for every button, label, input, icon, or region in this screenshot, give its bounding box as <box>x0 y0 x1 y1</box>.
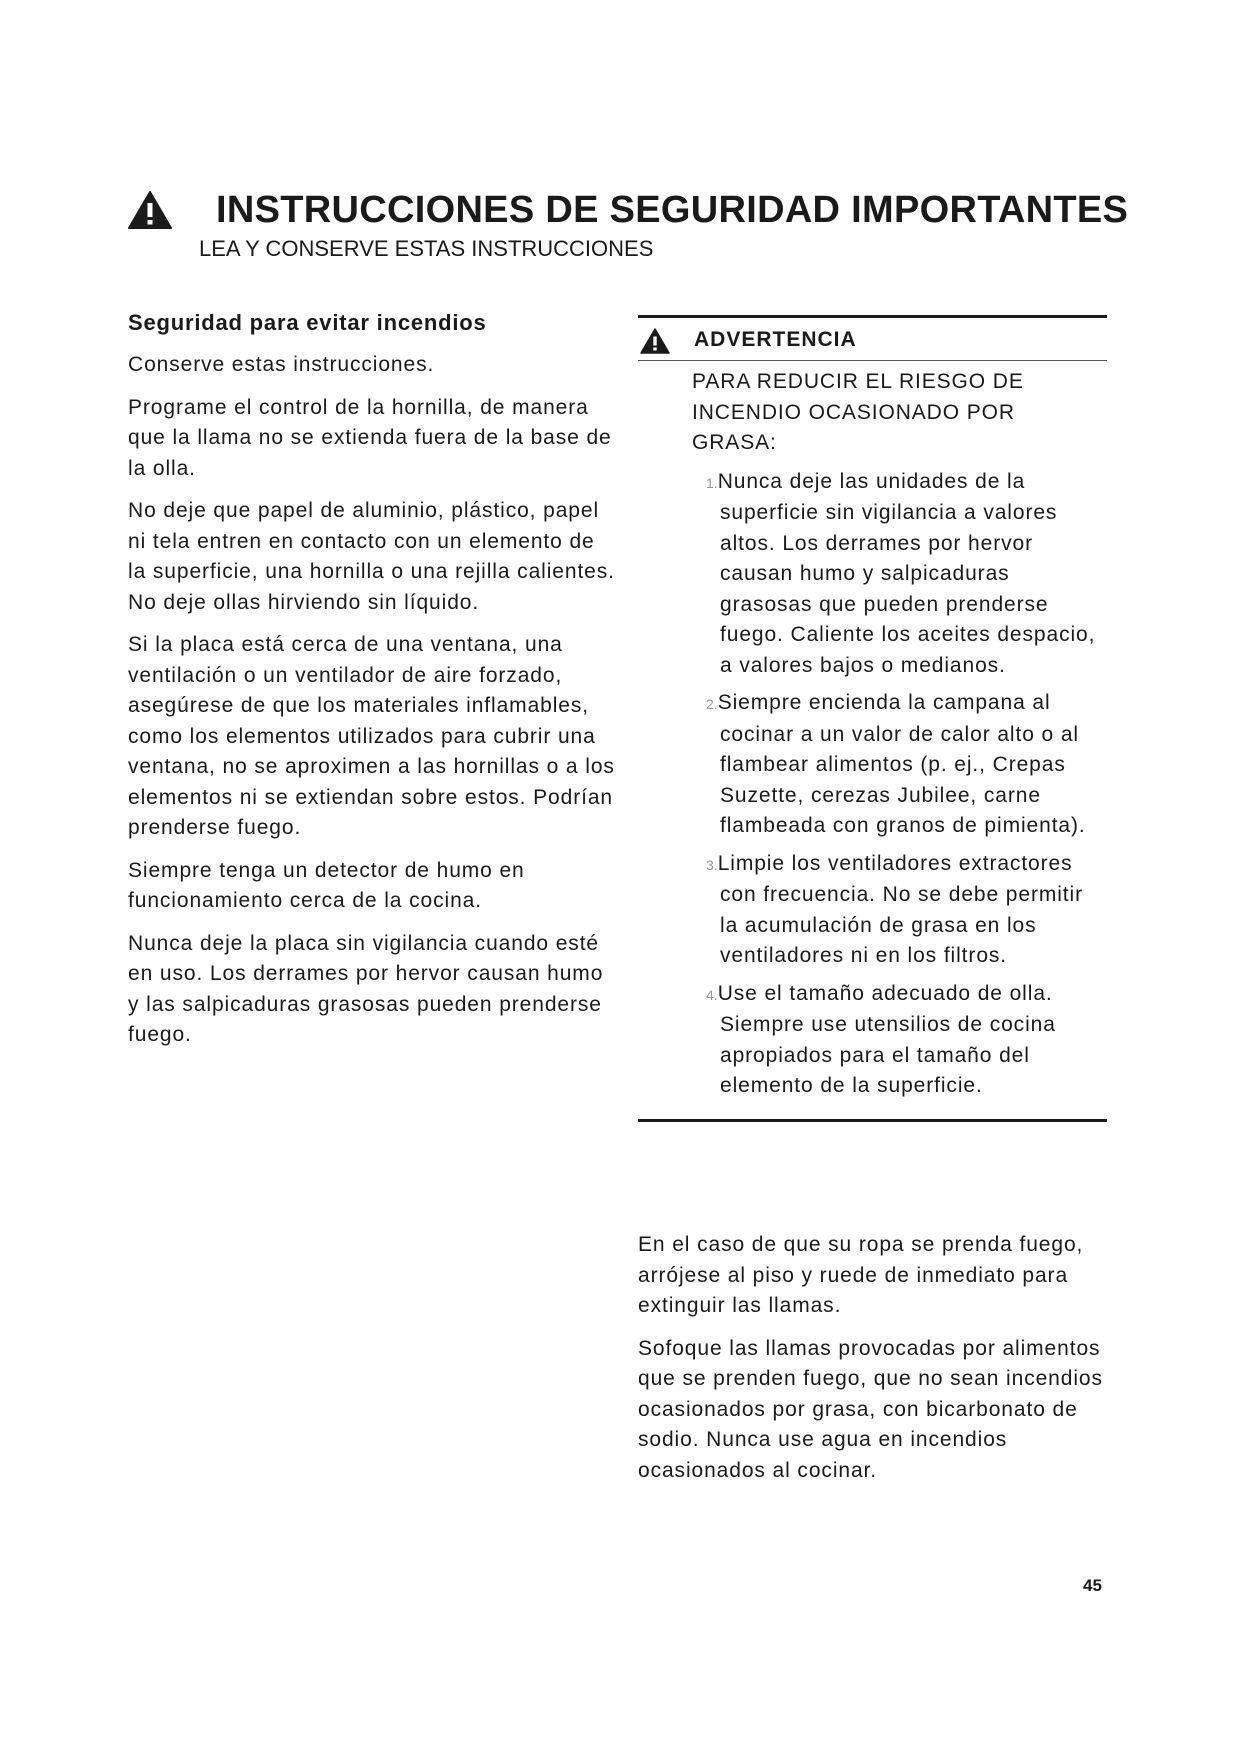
page-number: 45 <box>1083 1576 1102 1595</box>
list-item-number: 2. <box>706 696 718 712</box>
list-item <box>692 467 1103 682</box>
list-item-number: 1. <box>706 474 718 491</box>
warning-body <box>692 361 1103 1102</box>
list-item <box>692 849 1103 972</box>
warning-triangle-icon <box>640 328 670 354</box>
warning-intro: PARA REDUCIR EL RIESGO DE INCENDIO OCASIONADO POR GRASA: <box>692 370 1024 454</box>
paragraph: Programe el control de la hornilla, de manera que la llama no se extienda fuera de la base de la olla. <box>128 395 612 480</box>
paragraph: No deje que papel de aluminio, plástico, papel ni tela entren en contacto con un elemento de la superficie, una hornilla o una rejilla calientes. No deje ollas hirviendo sin líquido. <box>128 499 615 614</box>
paragraph: Siempre tenga un detector de humo en funcionamiento cerca de la cocina. <box>128 858 525 912</box>
warning-triangle-icon <box>127 190 173 230</box>
paragraph: Si la placa está cerca de una ventana, una ventilación o un ventilador de aire forzado, asegúrese de que los materiales inflamables, como los elementos utilizados para cubrir una ventana, no se aproximen a las hornillas o a los elementos ni se extiendan sobre estos. Podrían prenderse fuego. <box>128 633 615 839</box>
list-item <box>692 688 1103 842</box>
list-item-text: Nunca deje las unidades de la superficie sin vigilancia a valores altos. Los derrames por hervor causan humo y salpicaduras grasosas que pueden prenderse fuego. Caliente los aceites despacio, a valores bajos o medianos. <box>717 469 1096 677</box>
warning-box <box>638 315 1107 1122</box>
right-column <box>638 1230 1107 1498</box>
paragraph: Sofoque las llamas provocadas por alimentos que se prenden fuego, que no sean incendios ocasionados por grasa, con bicarbonato de sodio. Nunca use agua en incendios ocasionados al cocinar. <box>638 1336 1103 1482</box>
list-item-number: 4. <box>706 986 718 1003</box>
page-title: INSTRUCCIONES DE SEGURIDAD IMPORTANTES <box>216 189 1129 231</box>
warning-list <box>692 467 1103 1102</box>
paragraph: En el caso de que su ropa se prenda fuego, arrójese al piso y ruede de inmediato para extinguir las llamas. <box>638 1233 1084 1317</box>
list-item-text: Use el tamaño adecuado de olla. Siempre use utensilios de cocina apropiados para el tamaño del elemento de la superficie. <box>717 981 1056 1097</box>
page-subtitle: LEA Y CONSERVE ESTAS INSTRUCCIONES <box>199 236 654 261</box>
list-item-text: Siempre encienda la campana al cocinar a un valor de calor alto o al flambear alimentos (p. ej., Crepas Suzette, cerezas Jubilee, carne flambeada con granos de pimienta). <box>717 691 1086 837</box>
paragraph: Conserve estas instrucciones. <box>128 353 435 376</box>
section-title: Seguridad para evitar incendios <box>128 310 487 335</box>
paragraph: Nunca deje la placa sin vigilancia cuando esté en uso. Los derrames por hervor causan humo y las salpicaduras grasosas pueden prenderse fuego. <box>128 931 604 1046</box>
warning-header <box>638 318 1107 361</box>
list-item-number: 3. <box>706 856 718 873</box>
list-item <box>692 979 1103 1102</box>
left-column <box>128 308 618 1063</box>
list-item-text: Limpie los ventiladores extractores con frecuencia. No se debe permitir la acumulación de grasa en los ventiladores ni en los filtros. <box>717 851 1083 967</box>
warning-label: ADVERTENCIA <box>694 328 857 351</box>
